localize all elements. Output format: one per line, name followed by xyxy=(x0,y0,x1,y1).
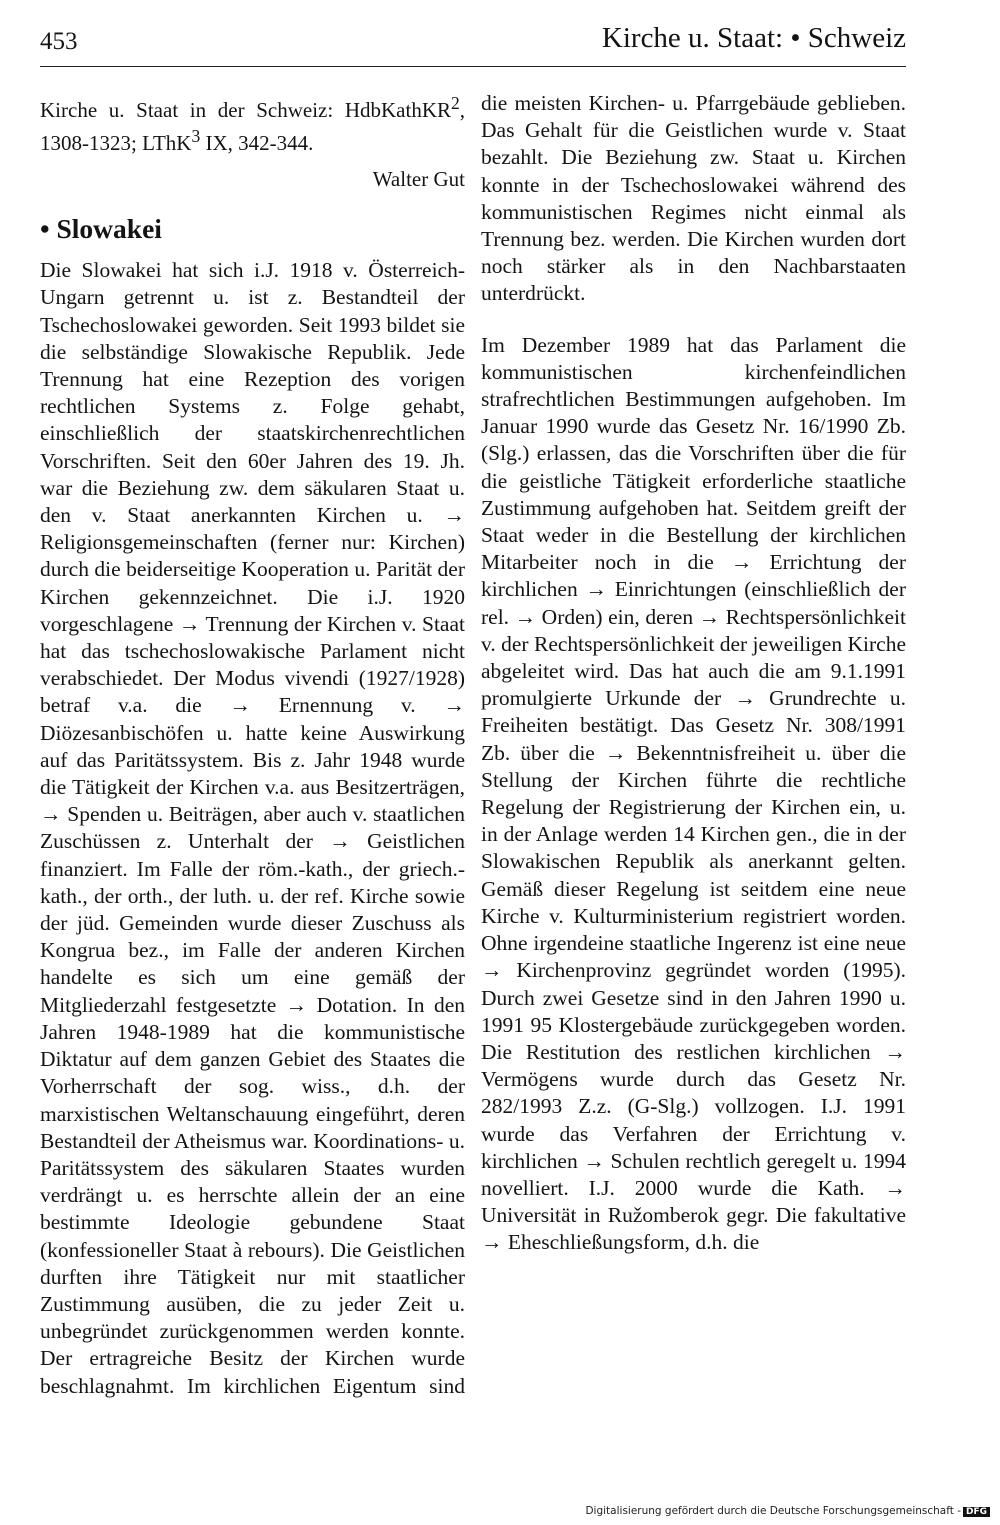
page-header xyxy=(40,22,906,66)
article-paragraph-1: Die Slowakei hat sich i.J. 1918 v. Österreich-Ungarn getrennt u. ist z. Bestandteil der Tschechoslowakei geworden. Seit 1993 bildet sie die selbständige Slowakische Republik. Jede Trennung hat eine Rezeption des vorigen rechtlichen Systems z. Folge gehabt, einschließlich der staatskirchenrechtlichen Vorschriften. Seit den 60er Jahren des 19. Jh. war die Beziehung zw. dem säkularen Staat u. den v. Staat anerkannten Kirchen u. → Religionsgemeinschaften (ferner nur: Kirchen) durch die beiderseitige Kooperation u. Parität der Kirchen gekennzeichnet. Die i.J. 1920 vorgeschlagene → Trennung der Kirchen v. Staat hat das tschechoslowakische Parlament nicht verabschiedet. Der Modus vivendi (1927/1928) betraf v.a. die → Ernennung v. → Diözesanbischöfen u. hatte keine Auswirkung auf das Paritätssystem. Bis z. Jahr 1948 wurde die Tätigkeit der Kirchen v.a. aus Besitzerträgen, → Spenden u. Beiträgen, aber auch v. staatlichen Zuschüssen z. Unterhalt der → Geistlichen finanziert. Im Falle der röm.-kath., der griech.-kath., der orth., der luth. u. der ref. Kirche sowie der jüd. Gemeinden wurde dieser Zuschuss als Kongrua bez., im Falle der anderen Kirchen handelte es sich um eine gemäß der Mitgliederzahl festgesetzte → Dotation. In den Jahren 1948-1989 hat die kommunistische Diktatur auf dem ganzen Gebiet des Staates die Vorherrschaft der sog. wiss., d.h. der marxistischen Weltanschauung eingeführt, deren Bestandteil der Atheismus war. Koordinations- u. Paritätssystem des säkularen Staates wurden verdrängt u. es herrschte allein der an eine bestimmte Ideologie gebundene Staat (konfessioneller Staat à rebours). Die Geistlichen durften ihre Tätigkeit nur mit staatlicher Zustimmung ausüben, die zu jeder Zeit u. unbegründet zurückgenommen werden konnte. Der ertragreiche Besitz der Kirchen wurde beschlagnahmt. Im kirchlichen Eigentum sind xyxy=(40,258,465,1398)
article-paragraph-2: Im Dezember 1989 hat das Parlament die kommunistischen kirchenfeindlichen strafrechtlichen Bestimmungen aufgehoben. Im Januar 1990 wurde das Gesetz Nr. 16/1990 Zb. (Slg.) erlassen, das die Vorschriften über die für die geistliche Tätigkeit erforderliche staatliche Zustimmung aufgehoben hat. Seitdem greift der Staat weder in die Bestellung der kirchlichen Mitarbeiter noch in die → Errichtung der kirchlichen → Einrichtungen (einschließlich der rel. → Orden) ein, deren → Rechtspersönlichkeit v. der Rechtspersönlichkeit der jeweiligen Kirche abgeleitet wird. Das hat auch die am 9.1.1991 promulgierte Urkunde der → Grundrechte u. Freiheiten bestätigt. Das Gesetz Nr. 308/1991 Zb. über die → Bekenntnisfreiheit u. über die Stellung der Kirchen führte die rechtliche Regelung der Registrierung der Kirchen ein, u. in der Anlage werden 14 Kirchen gen., die in der Slowakischen Republik als anerkannt gelten. Gemäß dieser Regelung ist seitdem eine neue Kirche v. Kulturministerium registriert worden. Ohne irgendeine staatliche Ingerenz ist eine neue → Kirchenprovinz gegründet worden (1995). Durch zwei Gesetze sind in den Jahren 1990 u. 1991 95 Klostergebäude zurückgegeben worden. Die Restitution des restlichen kirchlichen → Vermögens wurde durch das Gesetz Nr. 282/1993 Z.z. (G-Slg.) vollzogen. I.J. 1991 wurde das Verfahren der Errichtung v. kirchlichen → Schulen rechtlich geregelt u. 1994 novelliert. I.J. 2000 wurde die Kath. → Universität in Ružomberok gegr. Die fakultative → Eheschließungsform, d.h. die xyxy=(481,332,906,1255)
bibliography-reference: Kirche u. Staat in der Schweiz: HdbKathKR$^2$, 1308-1323; LThK$^3$ IX, 342-344. xyxy=(40,93,465,155)
author-name: Walter Gut xyxy=(372,167,465,191)
header-rule xyxy=(40,66,906,67)
article-paragraph-1-continued: die meisten Kirchen- u. Pfarrgebäude geblieben. Das Gehalt für die Geistlichen wurde v. Staat bezahlt. Die Beziehung zw. Staat u. Kirchen konnte in der Tschechoslowakei während des kommunistischen Regimes nicht einmal als Trennung bez. werden. Die Kirchen wurden dort noch stärker als in den Nachbarstaaten unterdrückt. xyxy=(481,91,906,306)
running-head: Kirche u. Staat: • Schweiz xyxy=(601,22,906,54)
paragraph-gap xyxy=(481,308,906,332)
digitization-note: Digitalisierung gefördert durch die Deutsche Forschungsgemeinschaft - DFG xyxy=(585,1505,990,1517)
dfg-logo: DFG xyxy=(963,1507,990,1517)
page-number: 453 xyxy=(40,28,78,55)
article-title: • Slowakei xyxy=(40,213,162,245)
left-column xyxy=(40,90,465,1400)
right-column xyxy=(481,90,906,1257)
